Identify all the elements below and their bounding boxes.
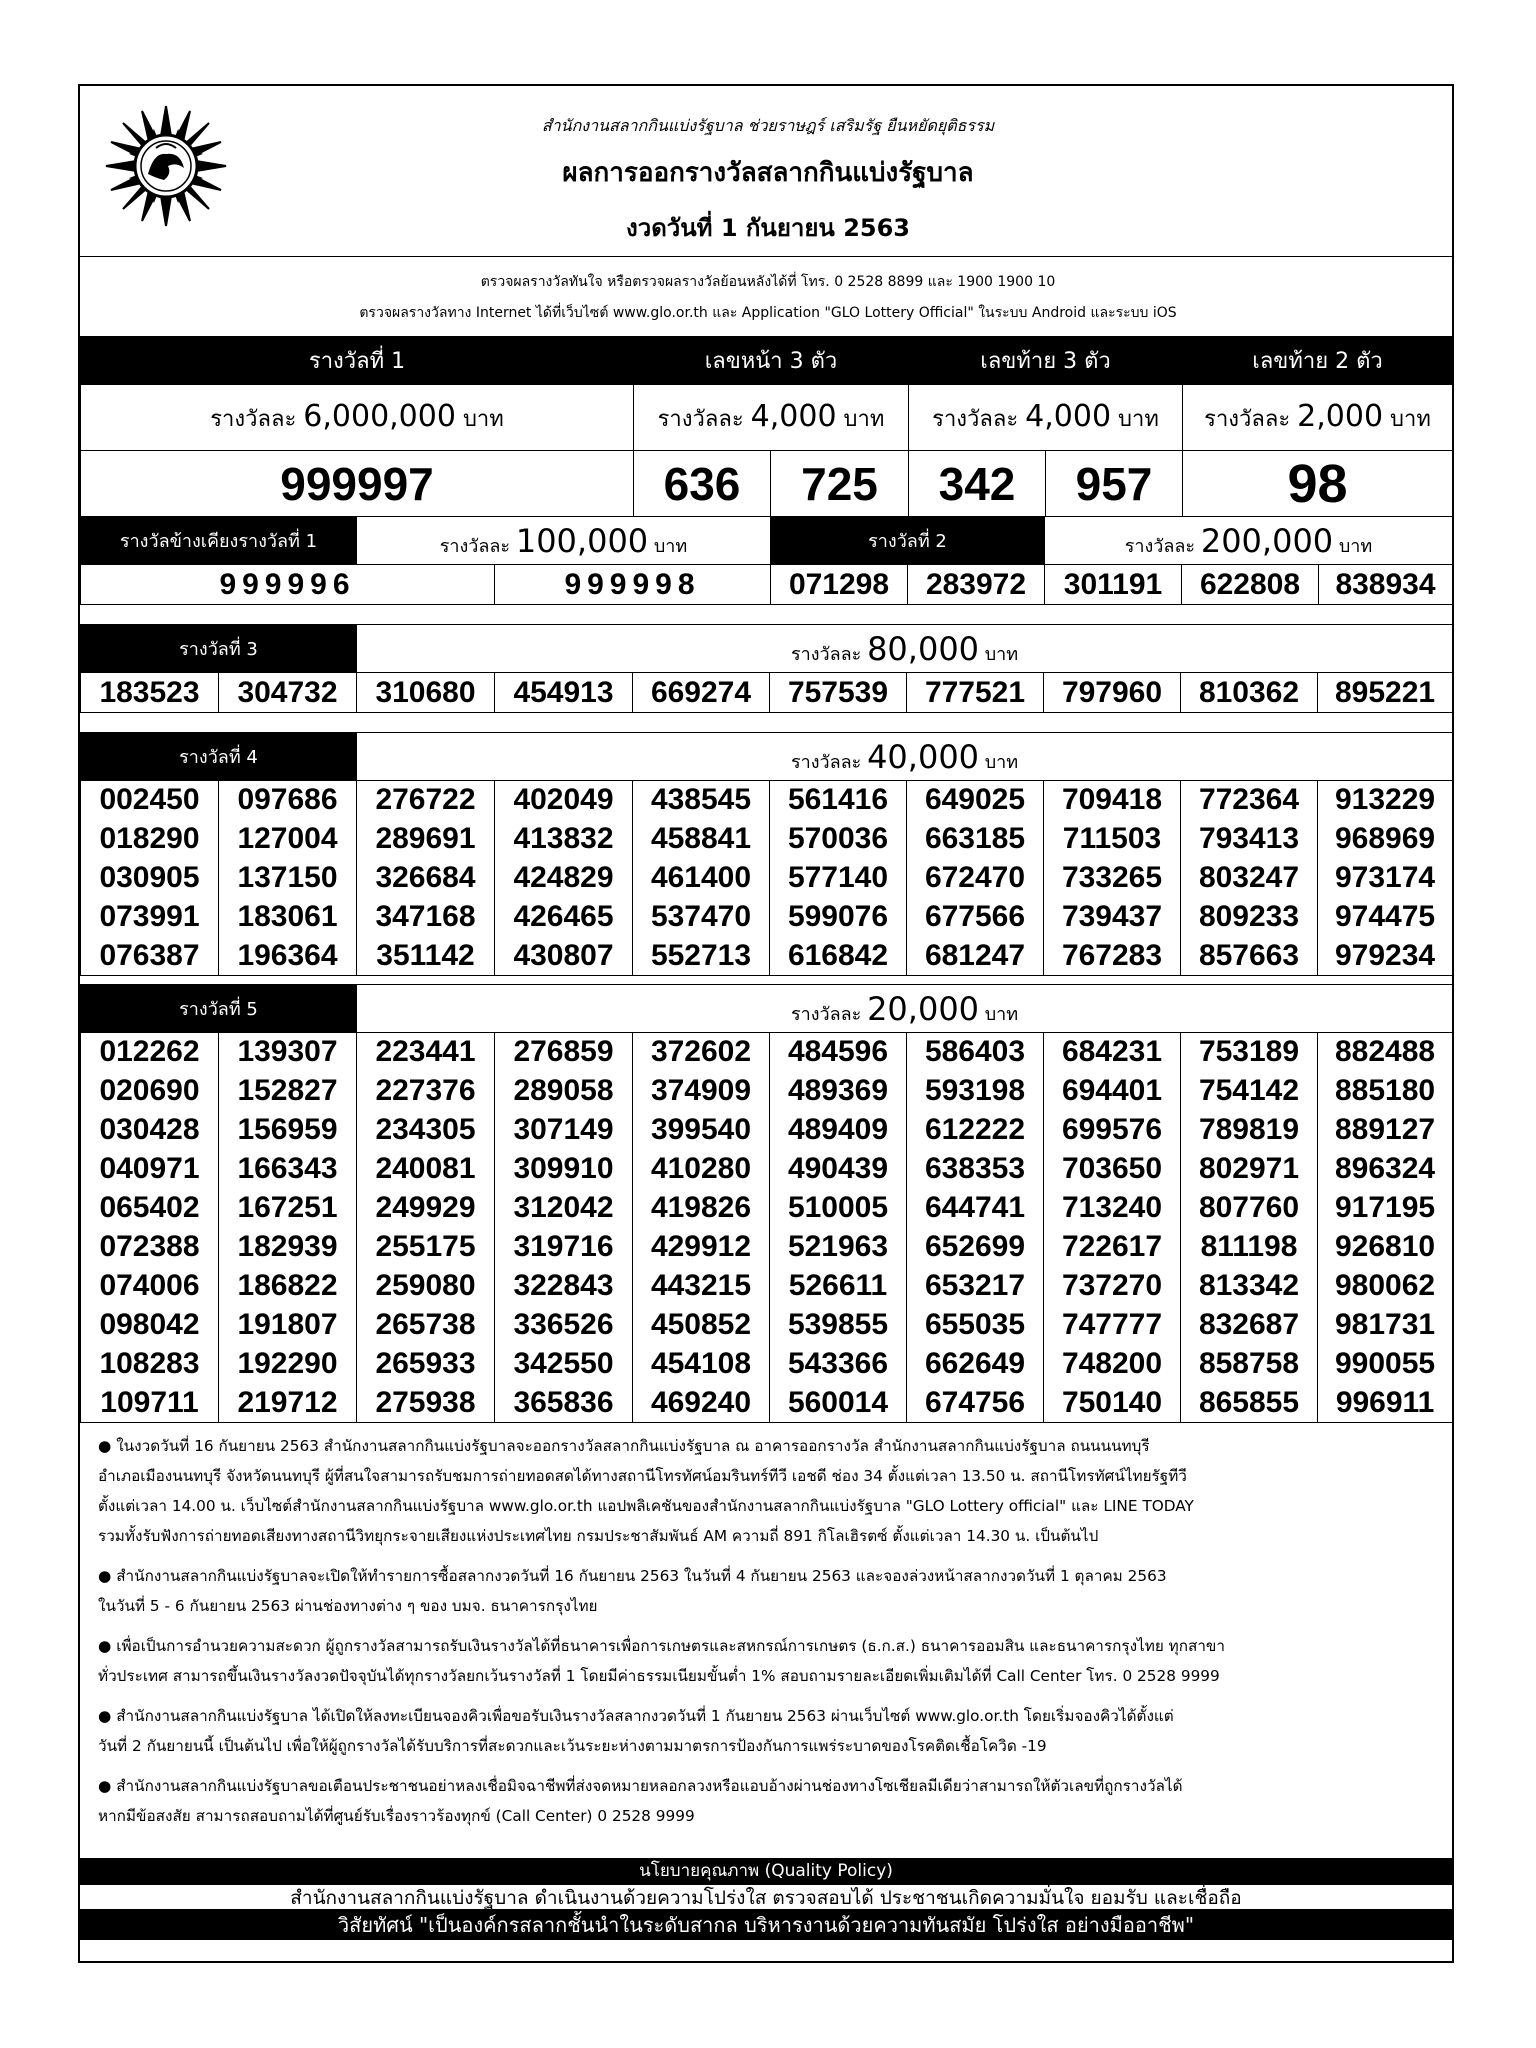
prize-number: 276722 — [357, 781, 495, 820]
prize-number: 561416 — [770, 781, 907, 820]
second-prize-label: รางวัลที่ 2 — [771, 517, 1045, 565]
prize-number: 065402 — [81, 1189, 219, 1228]
prize-number: 307149 — [495, 1111, 633, 1150]
prize-number: 980062 — [1318, 1267, 1453, 1306]
back3-number-2: 957 — [1046, 451, 1183, 517]
number-row — [81, 1189, 1453, 1228]
vision-statement: วิสัยทัศน์ "เป็นองค์กรสลากชั้นนำในระดับสากล บริหารงานด้วยความทันสมัย โปร่งใส อย่างมืออาชีพ" — [80, 1910, 1452, 1940]
prize-number: 240081 — [357, 1150, 495, 1189]
prize-number: 570036 — [770, 820, 907, 859]
prize-number: 166343 — [219, 1150, 357, 1189]
prize-number: 469240 — [633, 1384, 770, 1423]
prize-number: 711503 — [1044, 820, 1181, 859]
prize-number: 365836 — [495, 1384, 633, 1423]
prize-number: 322843 — [495, 1267, 633, 1306]
first-prize-header: รางวัลที่ 1 — [81, 337, 634, 385]
divider — [80, 256, 1452, 257]
prize-number: 374909 — [633, 1072, 770, 1111]
prize-number: 074006 — [81, 1267, 219, 1306]
prize-number: 424829 — [495, 859, 633, 898]
note-paragraph — [98, 1701, 1434, 1761]
number-row — [81, 1345, 1453, 1384]
prize-number: 076387 — [81, 937, 219, 976]
prize-number: 674756 — [907, 1384, 1044, 1423]
prize-number: 410280 — [633, 1150, 770, 1189]
prize-number: 018290 — [81, 820, 219, 859]
prize-number: 713240 — [1044, 1189, 1181, 1228]
note-paragraph — [98, 1631, 1434, 1691]
back3-number-1: 342 — [909, 451, 1046, 517]
prize-number: 183061 — [219, 898, 357, 937]
prize-number: 858758 — [1181, 1345, 1318, 1384]
fifth-prize-amount: รางวัลละ 20,000 บาท — [357, 985, 1453, 1033]
fourth-prize-label: รางวัลที่ 4 — [81, 733, 357, 781]
prize-number: 543366 — [770, 1345, 907, 1384]
prize-number: 347168 — [357, 898, 495, 937]
near-first-label: รางวัลข้างเคียงรางวัลที่ 1 — [81, 517, 357, 565]
number-row — [81, 1384, 1453, 1423]
prize-number: 681247 — [907, 937, 1044, 976]
prize-number: 030905 — [81, 859, 219, 898]
prize-number: 192290 — [219, 1345, 357, 1384]
prize-number: 896324 — [1318, 1150, 1453, 1189]
prize-number: 289058 — [495, 1072, 633, 1111]
lottery-result-sheet — [78, 84, 1454, 1963]
prize-number: 757539 — [770, 673, 907, 713]
prize-number: 461400 — [633, 859, 770, 898]
prize-number: 127004 — [219, 820, 357, 859]
prize-number: 793413 — [1181, 820, 1318, 859]
prize-number: 593198 — [907, 1072, 1044, 1111]
second-prize-number: 071298 — [771, 565, 908, 605]
prize-number: 739437 — [1044, 898, 1181, 937]
fifth-prize-label: รางวัลที่ 5 — [81, 985, 357, 1033]
prize-number: 012262 — [81, 1033, 219, 1072]
prize-number: 655035 — [907, 1306, 1044, 1345]
note-line: ในวันที่ 5 - 6 กันยายน 2563 ผ่านช่องทางต่าง ๆ ของ บมจ. ธนาคารกรุงไทย — [98, 1597, 598, 1615]
prize-number: 811198 — [1181, 1228, 1318, 1267]
prize-number: 289691 — [357, 820, 495, 859]
prize-number: 857663 — [1181, 937, 1318, 976]
first-prize-number: 999997 — [81, 451, 634, 517]
prize-number: 803247 — [1181, 859, 1318, 898]
note-paragraph — [98, 1431, 1434, 1551]
prize-number: 156959 — [219, 1111, 357, 1150]
back3-amount: รางวัลละ 4,000 บาท — [909, 385, 1183, 451]
prize-number: 616842 — [770, 937, 907, 976]
prize-number: 490439 — [770, 1150, 907, 1189]
prize-number: 002450 — [81, 781, 219, 820]
prize-number: 183523 — [81, 673, 219, 713]
prize-number: 073991 — [81, 898, 219, 937]
prize-number: 413832 — [495, 820, 633, 859]
prize-number: 309910 — [495, 1150, 633, 1189]
number-row — [81, 1267, 1453, 1306]
fifth-prize-numbers — [81, 1033, 1453, 1423]
org-slogan: สำนักงานสลากกินแบ่งรัฐบาล ช่วยราษฎร์ เสริมรัฐ ยืนหยัดยุติธรรม — [541, 116, 995, 135]
prize-number: 276859 — [495, 1033, 633, 1072]
prize-number: 537470 — [633, 898, 770, 937]
prize-number: 694401 — [1044, 1072, 1181, 1111]
near-first-amount: รางวัลละ 100,000 บาท — [357, 517, 771, 565]
note-paragraph — [98, 1771, 1434, 1831]
prize-number: 458841 — [633, 820, 770, 859]
prize-number: 275938 — [357, 1384, 495, 1423]
third-prize-label: รางวัลที่ 3 — [81, 625, 357, 673]
prize-number: 489409 — [770, 1111, 907, 1150]
prize-number: 191807 — [219, 1306, 357, 1345]
front3-number-1: 636 — [634, 451, 771, 517]
note-line: ตั้งแต่เวลา 14.00 น. เว็บไซต์สำนักงานสลากกินแบ่งรัฐบาล www.glo.or.th แอปพลิเคชันของสำนักงานสลากกินแบ่งรัฐบาล "GLO Lottery official" และ LINE TODAY — [98, 1497, 1194, 1515]
prize-number: 196364 — [219, 937, 357, 976]
prize-number: 638353 — [907, 1150, 1044, 1189]
back2-amount: รางวัลละ 2,000 บาท — [1183, 385, 1453, 451]
note-line: ● เพื่อเป็นการอำนวยความสะดวก ผู้ถูกรางวัลสามารถรับเงินรางวัลได้ที่ธนาคารเพื่อการเกษตรและสหกรณ์การเกษตร (ธ.ก.ส.) ธนาคารออมสิน และธนาคารกรุงไทย ทุกสาขา — [98, 1637, 1225, 1655]
second-prize-number: 838934 — [1319, 565, 1453, 605]
second-prize-number: 283972 — [908, 565, 1045, 605]
note-line: หากมีข้อสงสัย สามารถสอบถามได้ที่ศูนย์รับเรื่องราวร้องทุกข์ (Call Center) 0 2528 9999 — [98, 1807, 695, 1825]
prize-number: 797960 — [1044, 673, 1181, 713]
prize-number: 772364 — [1181, 781, 1318, 820]
third-prize-table — [80, 624, 1453, 713]
prize-number: 599076 — [770, 898, 907, 937]
quality-policy-statement: สำนักงานสลากกินแบ่งรัฐบาล ดำเนินงานด้วยความโปร่งใส ตรวจสอบได้ ประชาชนเกิดความมั่นใจ ยอมรับ และเชื่อถือ — [80, 1884, 1452, 1910]
prize-number: 885180 — [1318, 1072, 1453, 1111]
prize-number: 351142 — [357, 937, 495, 976]
prize-number: 996911 — [1318, 1384, 1453, 1423]
prize-number: 167251 — [219, 1189, 357, 1228]
prize-number: 882488 — [1318, 1033, 1453, 1072]
prize-number: 979234 — [1318, 937, 1453, 976]
prize-number: 733265 — [1044, 859, 1181, 898]
front3-amount: รางวัลละ 4,000 บาท — [634, 385, 909, 451]
prize-number: 430807 — [495, 937, 633, 976]
number-row — [81, 781, 1453, 820]
number-row — [81, 937, 1453, 976]
second-prize-number: 301191 — [1045, 565, 1182, 605]
prize-number: 510005 — [770, 1189, 907, 1228]
note-line: รวมทั้งรับฟังการถ่ายทอดเสียงทางสถานีวิทยุกระจายเสียงแห่งประเทศไทย กรมประชาสัมพันธ์ AM ความถี่ 891 กิโลเฮิรตซ์ ตั้งแต่เวลา 14.30 น. เป็นต้นไป — [98, 1527, 1099, 1545]
check-internet-text: ตรวจผลรางวัลทาง Internet ได้ที่เว็บไซต์ www.glo.or.th และ Application "GLO Lottery Official" ในระบบ Android และระบบ iOS — [359, 305, 1177, 321]
prize-number: 750140 — [1044, 1384, 1181, 1423]
prize-number: 699576 — [1044, 1111, 1181, 1150]
prize-number: 454913 — [495, 673, 633, 713]
prize-number: 336526 — [495, 1306, 633, 1345]
prize-number: 484596 — [770, 1033, 907, 1072]
prize-number: 747777 — [1044, 1306, 1181, 1345]
prize-number: 672470 — [907, 859, 1044, 898]
prize-number: 326684 — [357, 859, 495, 898]
page-title: ผลการออกรางวัลสลากกินแบ่งรัฐบาล — [562, 158, 974, 188]
prize-number: 098042 — [81, 1306, 219, 1345]
prize-number: 219712 — [219, 1384, 357, 1423]
prize-number: 259080 — [357, 1267, 495, 1306]
prize-number: 662649 — [907, 1345, 1044, 1384]
check-phone-text: ตรวจผลรางวัลทันใจ หรือตรวจผลรางวัลย้อนหลังได้ที่ โทร. 0 2528 8899 และ 1900 1900 10 — [480, 274, 1056, 290]
number-row — [81, 898, 1453, 937]
prize-number: 454108 — [633, 1345, 770, 1384]
prize-number: 552713 — [633, 937, 770, 976]
fifth-prize-table — [80, 984, 1453, 1423]
prize-number: 968969 — [1318, 820, 1453, 859]
prize-number: 560014 — [770, 1384, 907, 1423]
near-first-number: 999996 — [81, 565, 495, 605]
prize-number: 612222 — [907, 1111, 1044, 1150]
prize-number: 748200 — [1044, 1345, 1181, 1384]
prize-number: 265738 — [357, 1306, 495, 1345]
note-line: ทั่วประเทศ สามารถขึ้นเงินรางวัลงวดปัจจุบันได้ทุกรางวัลยกเว้นรางวัลที่ 1 โดยมีค่าธรรมเนียมขั้นต่ำ 1% สอบถามรายละเอียดเพิ่มเติมได้ที่ Call Center โทร. 0 2528 9999 — [98, 1667, 1220, 1685]
top-prizes-table — [80, 336, 1453, 517]
prize-number: 020690 — [81, 1072, 219, 1111]
near-first-number: 999998 — [495, 565, 771, 605]
prize-number: 521963 — [770, 1228, 907, 1267]
prize-number: 372602 — [633, 1033, 770, 1072]
prize-number: 249929 — [357, 1189, 495, 1228]
prize-number: 777521 — [907, 673, 1044, 713]
prize-number: 438545 — [633, 781, 770, 820]
note-line: อำเภอเมืองนนทบุรี จังหวัดนนทบุรี ผู้ที่สนใจสามารถรับชมการถ่ายทอดสดได้ทางสถานีโทรทัศน์อมรินทร์ทีวี เอชดี ช่อง 34 ตั้งแต่เวลา 13.50 น. สถานีโทรทัศน์ไทยรัฐทีวี — [98, 1467, 1187, 1485]
prize-number: 139307 — [219, 1033, 357, 1072]
near-first-second-table — [80, 516, 1453, 605]
prize-number: 663185 — [907, 820, 1044, 859]
prize-number: 030428 — [81, 1111, 219, 1150]
prize-number: 072388 — [81, 1228, 219, 1267]
prize-number: 703650 — [1044, 1150, 1181, 1189]
prize-number: 109711 — [81, 1384, 219, 1423]
prize-number: 227376 — [357, 1072, 495, 1111]
prize-number: 813342 — [1181, 1267, 1318, 1306]
prize-number: 586403 — [907, 1033, 1044, 1072]
prize-number: 223441 — [357, 1033, 495, 1072]
number-row — [81, 1111, 1453, 1150]
prize-number: 810362 — [1181, 673, 1318, 713]
prize-number: 754142 — [1181, 1072, 1318, 1111]
back3-header: เลขท้าย 3 ตัว — [909, 337, 1183, 385]
first-prize-amount: รางวัลละ 6,000,000 บาท — [81, 385, 634, 451]
prize-number: 310680 — [357, 673, 495, 713]
prize-number: 926810 — [1318, 1228, 1453, 1267]
prize-number: 319716 — [495, 1228, 633, 1267]
prize-number: 753189 — [1181, 1033, 1318, 1072]
prize-number: 677566 — [907, 898, 1044, 937]
prize-number: 137150 — [219, 859, 357, 898]
prize-number: 913229 — [1318, 781, 1453, 820]
number-row — [81, 1033, 1453, 1072]
front3-header: เลขหน้า 3 ตัว — [634, 337, 909, 385]
number-row — [81, 1228, 1453, 1267]
note-line: วันที่ 2 กันยายนนี้ เป็นต้นไป เพื่อให้ผู้ถูกรางวัลได้รับบริการที่สะดวกและเว้นระยะห่างตามมาตรการป้องกันการแพร่ระบาดของโรคติดเชื้อโควิด -19 — [98, 1737, 1047, 1755]
prize-number: 974475 — [1318, 898, 1453, 937]
prize-number: 807760 — [1181, 1189, 1318, 1228]
quality-policy-title: นโยบายคุณภาพ (Quality Policy) — [80, 1858, 1452, 1884]
prize-number: 767283 — [1044, 937, 1181, 976]
note-line: ● สำนักงานสลากกินแบ่งรัฐบาลจะเปิดให้ทำรายการซื้อสลากงวดวันที่ 16 กันยายน 2563 ในวันที่ 4 กันยายน 2563 และจองล่วงหน้าสลากงวดวันที่ 1 ตุลาคม 2563 — [98, 1567, 1167, 1585]
prize-number: 649025 — [907, 781, 1044, 820]
prize-number: 304732 — [219, 673, 357, 713]
prize-number: 097686 — [219, 781, 357, 820]
back2-header: เลขท้าย 2 ตัว — [1183, 337, 1453, 385]
number-row — [81, 1072, 1453, 1111]
prize-number: 255175 — [357, 1228, 495, 1267]
prize-number: 312042 — [495, 1189, 633, 1228]
prize-number: 526611 — [770, 1267, 907, 1306]
prize-number: 709418 — [1044, 781, 1181, 820]
prize-number: 722617 — [1044, 1228, 1181, 1267]
prize-number: 973174 — [1318, 859, 1453, 898]
prize-number: 990055 — [1318, 1345, 1453, 1384]
prize-number: 802971 — [1181, 1150, 1318, 1189]
prize-number: 652699 — [907, 1228, 1044, 1267]
prize-number: 186822 — [219, 1267, 357, 1306]
prize-number: 889127 — [1318, 1111, 1453, 1150]
prize-number: 426465 — [495, 898, 633, 937]
prize-number: 342550 — [495, 1345, 633, 1384]
prize-number: 450852 — [633, 1306, 770, 1345]
prize-number: 737270 — [1044, 1267, 1181, 1306]
prize-number: 865855 — [1181, 1384, 1318, 1423]
number-row — [81, 820, 1453, 859]
number-row — [81, 859, 1453, 898]
fourth-prize-table — [80, 732, 1453, 976]
prize-number: 789819 — [1181, 1111, 1318, 1150]
prize-number: 917195 — [1318, 1189, 1453, 1228]
prize-number: 443215 — [633, 1267, 770, 1306]
prize-number: 402049 — [495, 781, 633, 820]
prize-number: 419826 — [633, 1189, 770, 1228]
third-prize-amount: รางวัลละ 80,000 บาท — [357, 625, 1453, 673]
number-row — [81, 1150, 1453, 1189]
prize-number: 981731 — [1318, 1306, 1453, 1345]
prize-number: 669274 — [633, 673, 770, 713]
number-row — [81, 1306, 1453, 1345]
draw-date: งวดวันที่ 1 กันยายน 2563 — [626, 214, 910, 242]
note-line: ● สำนักงานสลากกินแบ่งรัฐบาลขอเตือนประชาชนอย่าหลงเชื่อมิจฉาชีพที่ส่งจดหมายหลอกลวงหรือแอบอ้างผ่านช่องทางโซเชียลมีเดียว่าสามารถให้ตัวเลขที่ถูกรางวัลได้ — [98, 1777, 1183, 1795]
second-prize-amount: รางวัลละ 200,000 บาท — [1045, 517, 1453, 565]
prize-number: 489369 — [770, 1072, 907, 1111]
prize-number: 684231 — [1044, 1033, 1181, 1072]
prize-number: 577140 — [770, 859, 907, 898]
prize-number: 895221 — [1318, 673, 1453, 713]
prize-number: 108283 — [81, 1345, 219, 1384]
prize-number: 152827 — [219, 1072, 357, 1111]
fourth-prize-numbers — [81, 781, 1453, 976]
announcement-notes — [80, 1431, 1452, 1841]
prize-number: 644741 — [907, 1189, 1044, 1228]
prize-number: 539855 — [770, 1306, 907, 1345]
prize-number: 234305 — [357, 1111, 495, 1150]
prize-number: 182939 — [219, 1228, 357, 1267]
note-paragraph — [98, 1561, 1434, 1621]
prize-number: 653217 — [907, 1267, 1044, 1306]
front3-number-2: 725 — [771, 451, 909, 517]
prize-number: 809233 — [1181, 898, 1318, 937]
second-prize-number: 622808 — [1182, 565, 1319, 605]
fourth-prize-amount: รางวัลละ 40,000 บาท — [357, 733, 1453, 781]
prize-number: 399540 — [633, 1111, 770, 1150]
prize-number: 265933 — [357, 1345, 495, 1384]
prize-number: 040971 — [81, 1150, 219, 1189]
back2-number: 98 — [1183, 451, 1453, 517]
prize-number: 832687 — [1181, 1306, 1318, 1345]
prize-number: 429912 — [633, 1228, 770, 1267]
note-line: ● สำนักงานสลากกินแบ่งรัฐบาล ได้เปิดให้ลงทะเบียนจองคิวเพื่อขอรับเงินรางวัลสลากงวดวันที่ 1 กันยายน 2563 ผ่านเว็บไซต์ www.glo.or.th โดยเริ่มจองคิวได้ตั้งแต่ — [98, 1707, 1174, 1725]
note-line: ● ในงวดวันที่ 16 กันยายน 2563 สำนักงานสลากกินแบ่งรัฐบาลจะออกรางวัลสลากกินแบ่งรัฐบาล ณ อาคารออกรางวัล สำนักงานสลากกินแบ่งรัฐบาล ถนนนนทบุรี — [98, 1437, 1150, 1455]
